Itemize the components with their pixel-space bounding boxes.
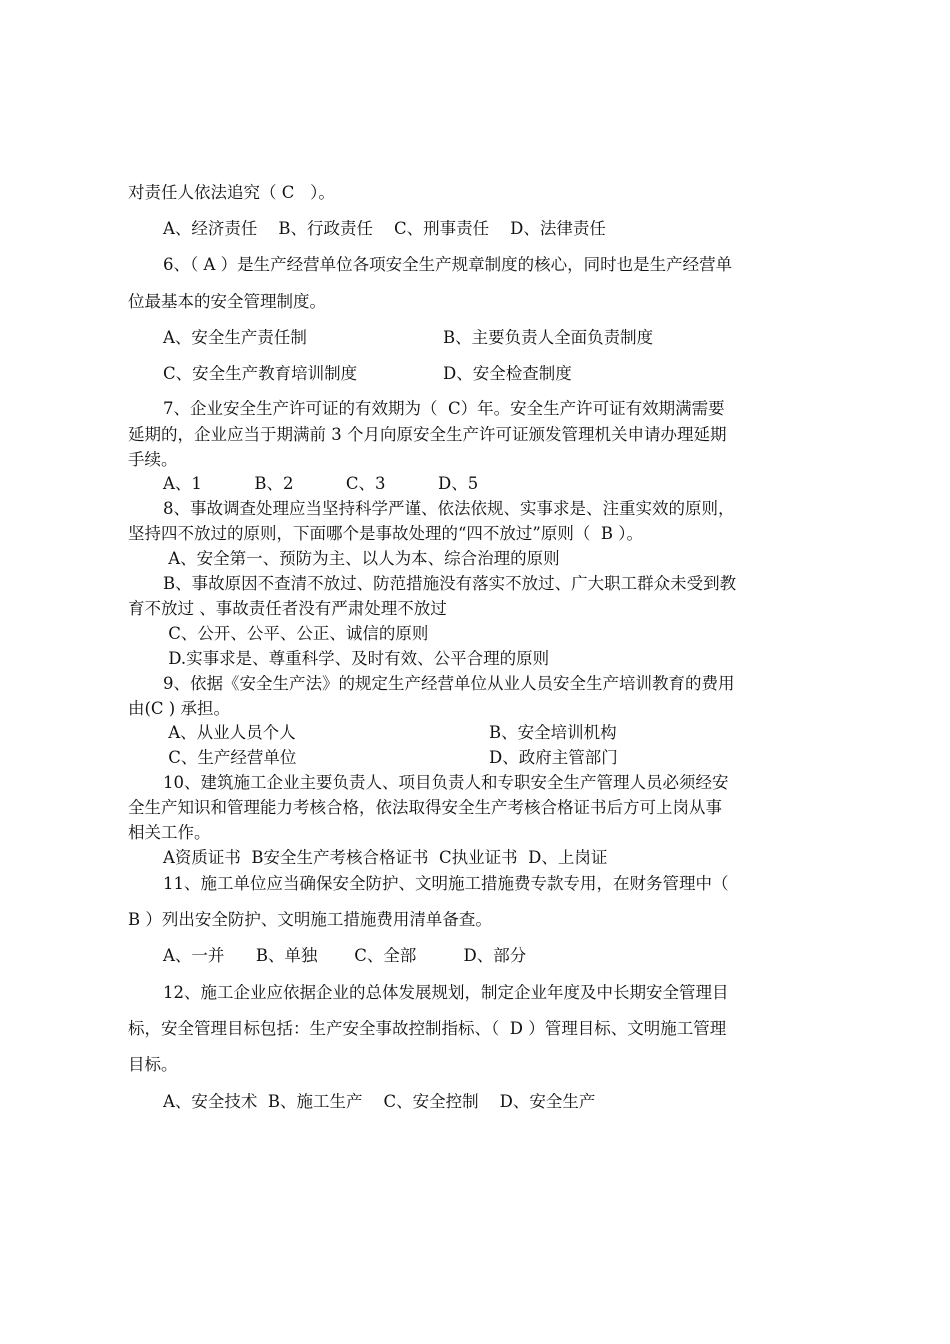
q10-text-line2: 全生产知识和管理能力考核合格，依法取得安全生产考核合格证书后方可上岗从事 (128, 798, 722, 817)
q8-text-line2: 坚持四不放过的原则，下面哪个是事故处理的“四不放过”原则（ B ）。 (128, 524, 643, 543)
q12-text-line3: 目标。 (128, 1055, 178, 1074)
q8-option-b-line2: 育不放过 、事故责任者没有严肃处理不放过 (128, 599, 447, 618)
q9-option-c: C、生产经营单位 (163, 748, 297, 767)
q6-option-d: D、安全检查制度 (443, 364, 572, 383)
q8-option-d: D.实事求是、尊重科学、及时有效、公平合理的原则 (163, 649, 550, 668)
q9-text-line2: 由(C ) 承担。 (128, 699, 230, 718)
q10-options: A资质证书 B安全生产考核合格证书 C执业证书 D、上岗证 (163, 848, 608, 867)
q10-text-line1: 10、建筑施工企业主要负责人、项目负责人和专职安全生产管理人员必须经安 (163, 773, 729, 792)
q9-text-line1: 9、依据《安全生产法》的规定生产经营单位从业人员安全生产培训教育的费用 (163, 674, 735, 693)
q12-text-line1: 12、施工企业应依据企业的总体发展规划，制定企业年度及中长期安全管理目 (163, 983, 729, 1002)
q11-options: A、一并 B、单独 C、全部 D、部分 (163, 946, 527, 965)
q8-text-line1: 8、事故调查处理应当坚持科学严谨、依法依规、实事求是、注重实效的原则， (163, 499, 735, 518)
q6-option-a: A、安全生产责任制 (163, 328, 307, 347)
q5-text: 对责任人依法追究（ C ）。 (128, 183, 335, 202)
q5-options: A、经济责任 B、行政责任 C、刑事责任 D、法律责任 (163, 219, 606, 238)
q9-option-b: B、安全培训机构 (489, 723, 617, 742)
q8-option-b-line1: B、事故原因不查清不放过、防范措施没有落实不放过、广大职工群众未受到教 (163, 574, 737, 593)
q6-option-c: C、安全生产教育培训制度 (163, 364, 358, 383)
q9-option-d: D、政府主管部门 (489, 748, 618, 767)
q8-option-a: A、安全第一、预防为主、以人为本、综合治理的原则 (163, 549, 560, 568)
q6-text-line2: 位最基本的安全管理制度。 (128, 292, 326, 311)
q12-text-line2: 标，安全管理目标包括：生产安全事故控制指标、（ D ）管理目标、文明施工管理 (128, 1019, 727, 1038)
q9-option-a: A、从业人员个人 (163, 723, 296, 742)
q12-options: A、安全技术 B、施工生产 C、安全控制 D、安全生产 (163, 1092, 596, 1111)
q7-text-line1: 7、企业安全生产许可证的有效期为（ C）年。安全生产许可证有效期满需要 (163, 399, 725, 418)
q8-option-c: C、公开、公平、公正、诚信的原则 (163, 624, 429, 643)
q6-text-line1: 6、（ A ）是生产经营单位各项安全生产规章制度的核心，同时也是生产经营单 (163, 255, 733, 274)
q7-options: A、1 B、2 C、3 D、5 (163, 474, 479, 493)
q6-option-b: B、主要负责人全面负责制度 (443, 328, 654, 347)
q11-text-line1: 11、施工单位应当确保安全防护、文明施工措施费专款专用，在财务管理中（ (163, 874, 729, 893)
q7-text-line2: 延期的，企业应当于期满前 3 个月向原安全生产许可证颁发管理机关申请办理延期 (128, 425, 727, 444)
q7-text-line3: 手续。 (128, 450, 178, 469)
q11-text-line2: B ）列出安全防护、文明施工措施费用清单备查。 (128, 910, 492, 929)
q10-text-line3: 相关工作。 (128, 823, 211, 842)
